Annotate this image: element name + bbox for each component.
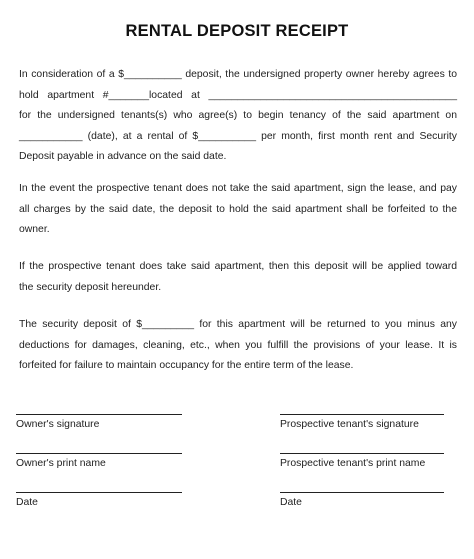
tenant-signature-label: Prospective tenant's signature [280, 419, 419, 430]
tenant-date-field[interactable] [280, 492, 444, 508]
document-title: RENTAL DEPOSIT RECEIPT [125, 22, 349, 40]
owner-date-field[interactable] [16, 492, 182, 508]
signature-line [16, 453, 182, 454]
signature-line [16, 414, 182, 415]
forfeit-paragraph [19, 179, 457, 241]
paragraph-line: If the prospective tenant does take said apartment, then this deposit will be applied toward [19, 261, 457, 272]
owner-print-name-label: Owner's print name [16, 458, 106, 469]
paragraph-line: all charges by the said date, the deposit to hold the said apartment shall be forfeited to the [19, 203, 457, 215]
applied-deposit-paragraph [19, 257, 457, 298]
signature-line [280, 492, 444, 493]
paragraph-line: The security deposit of $_________ for this apartment will be returned to you minus any [19, 319, 457, 330]
paragraph-line: ___________ (date), at a rental of $__________ per month, first month rent and Security [19, 130, 457, 142]
signature-line [280, 453, 444, 454]
paragraph-line: forfeited for failure to maintain occupancy for the entire term of the lease. [19, 360, 354, 371]
owner-date-label: Date [16, 497, 38, 508]
owner-signature-field[interactable] [16, 414, 182, 430]
paragraph-line: hold apartment #_______located at ___________________________________________ [19, 89, 457, 101]
signature-line [16, 492, 182, 493]
signature-line [280, 414, 444, 415]
consideration-paragraph [19, 65, 457, 168]
tenant-print-name-field[interactable] [280, 453, 444, 469]
owner-print-name-field[interactable] [16, 453, 182, 469]
paragraph-line: deductions for damages, cleaning, etc., when you fulfill the provisions of your lease. It is [19, 339, 457, 351]
security-deposit-paragraph [19, 315, 457, 377]
paragraph-line: In the event the prospective tenant does not take the said apartment, sign the lease, and pay [19, 183, 457, 194]
paragraph-line: In consideration of a $__________ deposit, the undersigned property owner hereby agrees to [19, 69, 457, 80]
tenant-date-label: Date [280, 497, 302, 508]
paragraph-line: Deposit payable in advance on the said date. [19, 151, 227, 162]
tenant-print-name-label: Prospective tenant's print name [280, 458, 426, 469]
paragraph-line: for the undersigned tenants(s) who agree(s) to begin tenancy of the said apartment on [19, 110, 457, 121]
owner-signature-label: Owner's signature [16, 419, 100, 430]
paragraph-line: owner. [19, 224, 50, 235]
paragraph-line: the security deposit hereunder. [19, 281, 162, 293]
tenant-signature-field[interactable] [280, 414, 444, 430]
